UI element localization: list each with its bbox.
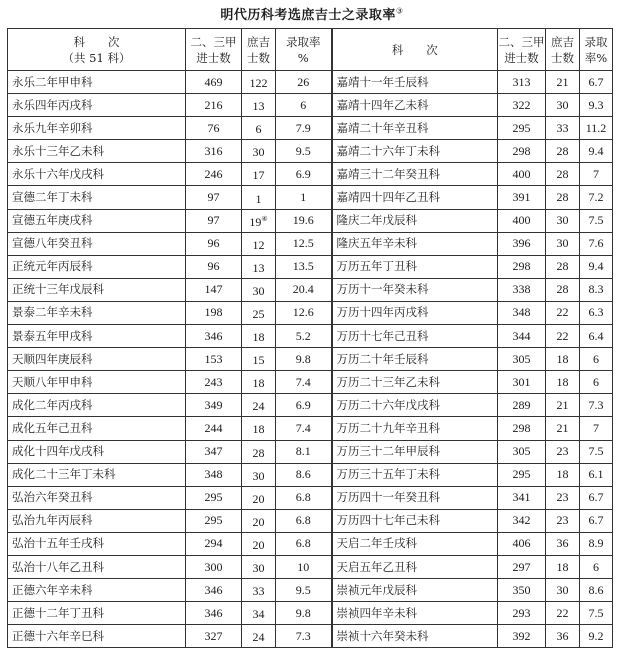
left-shuji-count: 12 [242, 232, 276, 255]
left-rate: 5.2 [276, 325, 332, 348]
left-shuji-count: 30 [242, 555, 276, 578]
right-exam-name: 天启五年乙丑科 [332, 555, 498, 578]
left-jinshi-count: 469 [186, 71, 242, 94]
right-rate: 7.3 [580, 394, 613, 417]
header-right-subject: 科 次 [332, 29, 498, 71]
left-shuji-count: 18 [242, 325, 276, 348]
right-exam-name: 嘉靖十四年乙未科 [332, 94, 498, 117]
left-jinshi-count: 295 [186, 509, 242, 532]
right-exam-name: 嘉靖二十年辛丑科 [332, 117, 498, 140]
left-shuji-count: 17 [242, 163, 276, 186]
right-exam-name: 万历四十一年癸丑科 [332, 486, 498, 509]
right-jinshi-count: 344 [498, 325, 546, 348]
table-title [0, 4, 624, 23]
left-jinshi-count: 346 [186, 325, 242, 348]
right-jinshi-count: 392 [498, 625, 546, 648]
left-exam-name: 成化二十三年丁未科 [8, 463, 186, 486]
right-exam-name: 天启二年壬戌科 [332, 532, 498, 555]
left-shuji-count: 13 [242, 94, 276, 117]
left-jinshi-count: 295 [186, 486, 242, 509]
left-rate: 1 [276, 186, 332, 209]
left-rate: 9.5 [276, 140, 332, 163]
right-jinshi-count: 295 [498, 463, 546, 486]
table-row [8, 555, 613, 578]
left-jinshi-count: 96 [186, 232, 242, 255]
left-rate: 7.4 [276, 371, 332, 394]
right-exam-name: 万历二十年壬辰科 [332, 348, 498, 371]
left-exam-name: 成化十四年戊戌科 [8, 440, 186, 463]
right-rate: 7.6 [580, 232, 613, 255]
right-rate: 6 [580, 371, 613, 394]
right-rate: 6.7 [580, 71, 613, 94]
left-shuji-count: 20 [242, 532, 276, 555]
right-rate: 8.3 [580, 278, 613, 301]
table-row [8, 625, 613, 648]
right-shuji-count: 33 [546, 117, 580, 140]
table-row [8, 371, 613, 394]
left-jinshi-count: 96 [186, 255, 242, 278]
left-exam-name: 永乐十三年乙未科 [8, 140, 186, 163]
right-rate: 9.4 [580, 255, 613, 278]
left-shuji-count: 6 [242, 117, 276, 140]
right-jinshi-count: 297 [498, 555, 546, 578]
right-rate: 9.4 [580, 140, 613, 163]
left-jinshi-count: 97 [186, 209, 242, 232]
right-shuji-count: 23 [546, 509, 580, 532]
left-shuji-count: 24 [242, 394, 276, 417]
left-shuji-count: 20 [242, 486, 276, 509]
left-jinshi-count: 346 [186, 602, 242, 625]
header-left-shuji: 庶吉 士数 [242, 29, 276, 71]
right-exam-name: 万历五年丁丑科 [332, 255, 498, 278]
right-shuji-count: 30 [546, 94, 580, 117]
right-shuji-count: 28 [546, 255, 580, 278]
right-shuji-count: 22 [546, 301, 580, 324]
table-body [8, 71, 613, 648]
left-exam-name: 正德十二年丁丑科 [8, 602, 186, 625]
left-exam-name: 弘治六年癸丑科 [8, 486, 186, 509]
right-exam-name: 嘉靖三十二年癸丑科 [332, 163, 498, 186]
table-row [8, 579, 613, 602]
right-shuji-count: 21 [546, 71, 580, 94]
right-exam-name: 嘉靖二十六年丁未科 [332, 140, 498, 163]
right-rate: 6.4 [580, 325, 613, 348]
left-exam-name: 正统十三年戊辰科 [8, 278, 186, 301]
header-right-rate: 录取 率% [580, 29, 613, 71]
left-exam-name: 景泰五年甲戌科 [8, 325, 186, 348]
right-jinshi-count: 400 [498, 209, 546, 232]
left-jinshi-count: 97 [186, 186, 242, 209]
right-rate: 6 [580, 348, 613, 371]
right-rate: 6.3 [580, 301, 613, 324]
right-shuji-count: 18 [546, 371, 580, 394]
left-jinshi-count: 300 [186, 555, 242, 578]
right-jinshi-count: 298 [498, 255, 546, 278]
right-rate: 7.5 [580, 440, 613, 463]
left-shuji-count: 30 [242, 463, 276, 486]
title-text: 明代历科考选庶吉士之录取率 [220, 8, 396, 23]
right-rate: 7 [580, 163, 613, 186]
right-rate: 11.2 [580, 117, 613, 140]
left-jinshi-count: 76 [186, 117, 242, 140]
right-jinshi-count: 322 [498, 94, 546, 117]
right-shuji-count: 18 [546, 463, 580, 486]
left-rate: 20.4 [276, 278, 332, 301]
left-jinshi-count: 244 [186, 417, 242, 440]
left-exam-name: 成化二年丙戌科 [8, 394, 186, 417]
right-shuji-count: 36 [546, 532, 580, 555]
right-rate: 6.7 [580, 486, 613, 509]
right-jinshi-count: 348 [498, 301, 546, 324]
left-rate: 8.6 [276, 463, 332, 486]
right-rate: 7 [580, 417, 613, 440]
left-exam-name: 弘治十八年乙丑科 [8, 555, 186, 578]
footnote-mark: ④ [261, 214, 268, 223]
right-exam-name: 万历三十二年甲辰科 [332, 440, 498, 463]
right-rate: 6.7 [580, 509, 613, 532]
admission-rate-table [7, 28, 613, 648]
right-rate: 6 [580, 555, 613, 578]
left-rate: 6.9 [276, 163, 332, 186]
left-shuji-count: 18 [242, 371, 276, 394]
left-jinshi-count: 246 [186, 163, 242, 186]
table-row [8, 186, 613, 209]
right-shuji-count: 18 [546, 555, 580, 578]
table-row [8, 509, 613, 532]
right-exam-name: 隆庆二年戊辰科 [332, 209, 498, 232]
right-jinshi-count: 305 [498, 348, 546, 371]
right-shuji-count: 22 [546, 602, 580, 625]
table-row [8, 417, 613, 440]
right-exam-name: 万历二十九年辛丑科 [332, 417, 498, 440]
left-shuji-count: 19④ [242, 209, 276, 232]
header-right-jinshi: 二、三甲 进士数 [498, 29, 546, 71]
left-shuji-count: 28 [242, 440, 276, 463]
table-row [8, 232, 613, 255]
left-exam-name: 正统元年丙辰科 [8, 255, 186, 278]
left-rate: 6.8 [276, 532, 332, 555]
left-exam-name: 正德十六年辛巳科 [8, 625, 186, 648]
table-row [8, 209, 613, 232]
left-rate: 9.8 [276, 348, 332, 371]
left-shuji-count: 24 [242, 625, 276, 648]
left-shuji-count: 20 [242, 509, 276, 532]
right-shuji-count: 28 [546, 140, 580, 163]
right-exam-name: 万历二十六年戊戌科 [332, 394, 498, 417]
left-exam-name: 永乐二年甲申科 [8, 71, 186, 94]
left-jinshi-count: 316 [186, 140, 242, 163]
left-rate: 7.3 [276, 625, 332, 648]
left-exam-name: 弘治十五年壬戌科 [8, 532, 186, 555]
left-rate: 12.5 [276, 232, 332, 255]
table-row [8, 602, 613, 625]
left-rate: 8.1 [276, 440, 332, 463]
right-shuji-count: 18 [546, 348, 580, 371]
right-jinshi-count: 342 [498, 509, 546, 532]
right-rate: 8.6 [580, 579, 613, 602]
right-exam-name: 万历十四年丙戌科 [332, 301, 498, 324]
right-exam-name: 万历三十五年丁未科 [332, 463, 498, 486]
left-exam-name: 天顺八年甲申科 [8, 371, 186, 394]
left-shuji-count: 122 [242, 71, 276, 94]
table-row [8, 394, 613, 417]
right-shuji-count: 30 [546, 232, 580, 255]
right-shuji-count: 21 [546, 394, 580, 417]
right-jinshi-count: 298 [498, 417, 546, 440]
left-exam-name: 正德六年辛未科 [8, 579, 186, 602]
left-jinshi-count: 198 [186, 301, 242, 324]
left-exam-name: 永乐十六年戊戌科 [8, 163, 186, 186]
right-exam-name: 嘉靖十一年壬辰科 [332, 71, 498, 94]
table-row [8, 463, 613, 486]
left-jinshi-count: 346 [186, 579, 242, 602]
table-row [8, 255, 613, 278]
table-header-row [8, 29, 613, 71]
table-row [8, 163, 613, 186]
left-rate: 6 [276, 94, 332, 117]
header-left-rate: 录取率 % [276, 29, 332, 71]
left-rate: 19.6 [276, 209, 332, 232]
right-jinshi-count: 313 [498, 71, 546, 94]
left-shuji-count: 15 [242, 348, 276, 371]
header-left-subject: 科 次 （共 51 科） [8, 29, 186, 71]
left-exam-name: 景泰二年辛未科 [8, 301, 186, 324]
left-shuji-count: 18 [242, 417, 276, 440]
right-rate: 6.1 [580, 463, 613, 486]
right-jinshi-count: 305 [498, 440, 546, 463]
right-exam-name: 万历十七年己丑科 [332, 325, 498, 348]
right-exam-name: 万历四十七年己未科 [332, 509, 498, 532]
left-jinshi-count: 349 [186, 394, 242, 417]
right-exam-name: 嘉靖四十四年乙丑科 [332, 186, 498, 209]
left-shuji-count: 30 [242, 140, 276, 163]
left-shuji-count: 33 [242, 579, 276, 602]
right-shuji-count: 30 [546, 209, 580, 232]
left-jinshi-count: 147 [186, 278, 242, 301]
left-rate: 6.8 [276, 486, 332, 509]
left-jinshi-count: 153 [186, 348, 242, 371]
right-shuji-count: 21 [546, 417, 580, 440]
table-row [8, 117, 613, 140]
right-rate: 7.5 [580, 209, 613, 232]
left-rate: 6.9 [276, 394, 332, 417]
left-rate: 12.6 [276, 301, 332, 324]
right-exam-name: 隆庆五年辛未科 [332, 232, 498, 255]
left-shuji-count: 1 [242, 186, 276, 209]
table-row [8, 301, 613, 324]
right-jinshi-count: 341 [498, 486, 546, 509]
left-exam-name: 永乐九年辛卯科 [8, 117, 186, 140]
left-exam-name: 弘治九年丙辰科 [8, 509, 186, 532]
right-rate: 7.2 [580, 186, 613, 209]
right-exam-name: 万历十一年癸未科 [332, 278, 498, 301]
left-jinshi-count: 243 [186, 371, 242, 394]
right-rate: 8.9 [580, 532, 613, 555]
right-jinshi-count: 298 [498, 140, 546, 163]
right-shuji-count: 22 [546, 325, 580, 348]
right-jinshi-count: 396 [498, 232, 546, 255]
table-row [8, 278, 613, 301]
table-row [8, 94, 613, 117]
left-shuji-count: 30 [242, 278, 276, 301]
right-exam-name: 崇祯元年戊辰科 [332, 579, 498, 602]
left-exam-name: 宣德二年丁未科 [8, 186, 186, 209]
right-jinshi-count: 350 [498, 579, 546, 602]
left-rate: 13.5 [276, 255, 332, 278]
table-row [8, 71, 613, 94]
left-jinshi-count: 294 [186, 532, 242, 555]
left-rate: 10 [276, 555, 332, 578]
table-row [8, 140, 613, 163]
right-jinshi-count: 391 [498, 186, 546, 209]
table-row [8, 486, 613, 509]
right-shuji-count: 28 [546, 278, 580, 301]
right-shuji-count: 28 [546, 163, 580, 186]
left-jinshi-count: 348 [186, 463, 242, 486]
left-exam-name: 宣德五年庚戌科 [8, 209, 186, 232]
right-exam-name: 崇祯十六年癸未科 [332, 625, 498, 648]
right-shuji-count: 23 [546, 486, 580, 509]
right-exam-name: 崇祯四年辛未科 [332, 602, 498, 625]
right-rate: 7.5 [580, 602, 613, 625]
left-exam-name: 永乐四年丙戌科 [8, 94, 186, 117]
right-rate: 9.2 [580, 625, 613, 648]
table-row [8, 325, 613, 348]
right-rate: 9.3 [580, 94, 613, 117]
right-jinshi-count: 293 [498, 602, 546, 625]
left-shuji-count: 34 [242, 602, 276, 625]
right-jinshi-count: 406 [498, 532, 546, 555]
right-jinshi-count: 301 [498, 371, 546, 394]
left-jinshi-count: 327 [186, 625, 242, 648]
table-row [8, 440, 613, 463]
right-jinshi-count: 338 [498, 278, 546, 301]
left-shuji-count: 13 [242, 255, 276, 278]
left-jinshi-count: 347 [186, 440, 242, 463]
left-jinshi-count: 216 [186, 94, 242, 117]
left-shuji-count: 25 [242, 301, 276, 324]
left-rate: 7.4 [276, 417, 332, 440]
right-jinshi-count: 289 [498, 394, 546, 417]
left-rate: 6.8 [276, 509, 332, 532]
left-exam-name: 宣德八年癸丑科 [8, 232, 186, 255]
right-jinshi-count: 295 [498, 117, 546, 140]
table-row [8, 348, 613, 371]
left-rate: 7.9 [276, 117, 332, 140]
header-left-jinshi: 二、三甲 进士数 [186, 29, 242, 71]
right-shuji-count: 28 [546, 186, 580, 209]
left-rate: 9.5 [276, 579, 332, 602]
right-shuji-count: 23 [546, 440, 580, 463]
left-exam-name: 成化五年己丑科 [8, 417, 186, 440]
header-right-shuji: 庶吉 士数 [546, 29, 580, 71]
left-rate: 9.8 [276, 602, 332, 625]
right-exam-name: 万历二十三年乙未科 [332, 371, 498, 394]
right-jinshi-count: 400 [498, 163, 546, 186]
right-shuji-count: 36 [546, 625, 580, 648]
title-footnote-mark: ③ [395, 6, 404, 16]
left-rate: 26 [276, 71, 332, 94]
right-shuji-count: 30 [546, 579, 580, 602]
table-row [8, 532, 613, 555]
left-exam-name: 天顺四年庚辰科 [8, 348, 186, 371]
